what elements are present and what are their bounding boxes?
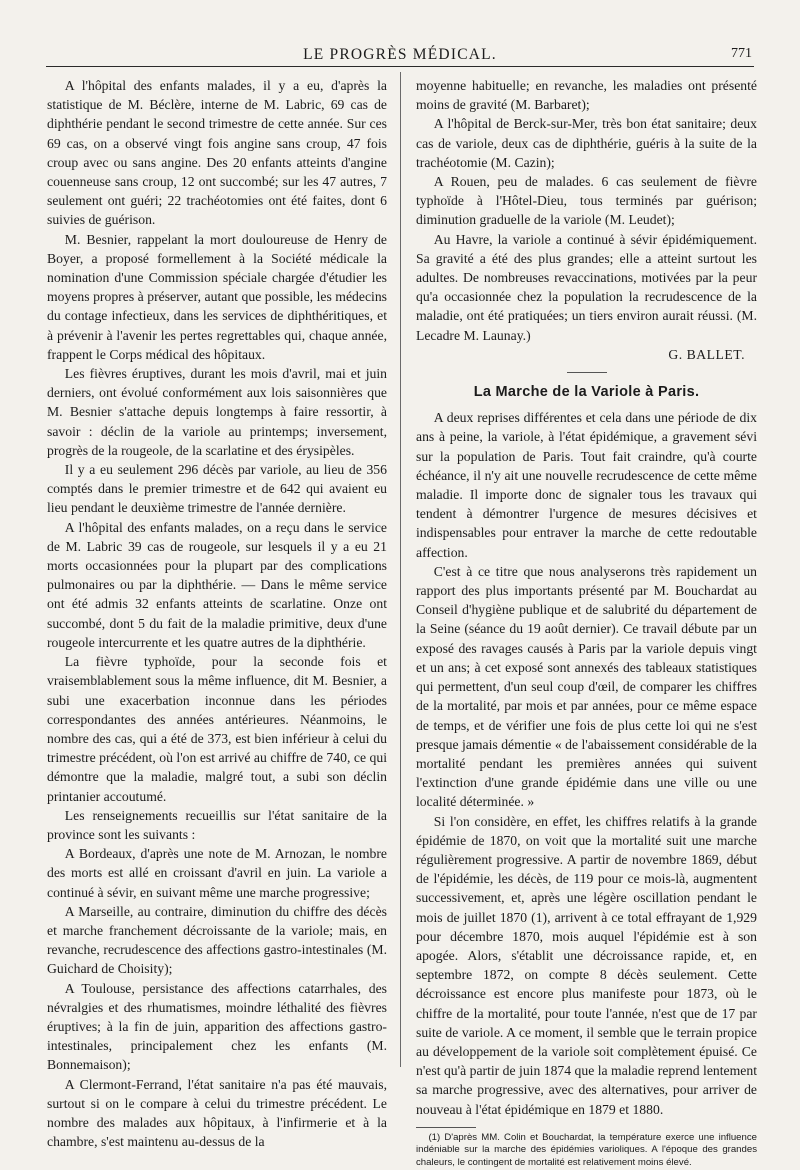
author-signature: G. BALLET. [668, 346, 745, 362]
paragraph: A Clermont-Ferrand, l'état sanitaire n'a pas été mauvais, surtout si on le compare à celui du trimestre précédent. Le nombre des malades aux hôpitaux, à l'infirmerie et à la chambre, s'est maintenu au-dessus de la [47, 1076, 387, 1150]
section-separator [567, 372, 607, 373]
paragraph: A Marseille, au contraire, diminution du chiffre des décès et marche franchement décroissante de la variole; mais, en revanche, recrudescence des affections gastro-intestinales (M. Guichard de Choisity); [47, 903, 387, 977]
paragraph: moyenne habituelle; en revanche, les maladies ont présenté moins de gravité (M. Barbaret); [416, 78, 757, 113]
paragraph: A Toulouse, persistance des affections catarrhales, des névralgies et des rhumatismes, moindre léthalité des fièvres éruptives; à la fin de juin, apparition des affections gastro-intestinales, principalement chez les enfants (M. Bonnemaison); [47, 980, 387, 1073]
running-header [0, 44, 800, 66]
paragraph: Les renseignements recueillis sur l'état sanitaire de la province sont les suivants : [47, 807, 387, 842]
page-number: 771 [731, 46, 752, 61]
paragraph: A Bordeaux, d'après une note de M. Arnozan, le nombre des morts est allé en croissant d'avril en juin. La variole a continué à sévir, en suivant même une marche progressive; [47, 846, 387, 900]
paragraph: A l'hôpital des enfants malades, il y a eu, d'après la statistique de M. Béclère, interne de M. Labric, 69 cas de diphthérie pendant le second trimestre de cette année. Sur ces 69 cas, on a observé vingt fois angine sans croup, 47 fois croup avec ou sans angine. Des 20 enfants atteints d'angine couenneuse sans croup, 12 ont succombé; sur les 47 autres, 7 seulement ont guéri; 22 trachéotomies ont été faites, dont 6 suivies de guérison. [47, 78, 387, 228]
paragraph: M. Besnier, rappelant la mort douloureuse de Henry de Boyer, a proposé formellement à la Société médicale la nomination d'une Commission spéciale chargée d'étudier les moyens propres à préserver, autant que possible, les médecins du contage infectieux, dans les services de diphthéritiques, et à prévenir à l'avenir les pertes regrettables qui, chaque année, frappent le Corps médical des hôpitaux. [47, 231, 387, 362]
journal-title: LE PROGRÈS MÉDICAL. [303, 46, 497, 63]
paragraph: Il y a eu seulement 296 décès par variole, au lieu de 356 comptés dans le premier trimestre et de 642 qui avaient eu lieu pendant le deuxième trimestre de l'année dernière. [47, 462, 387, 516]
column-divider [400, 72, 401, 1067]
right-column [416, 76, 757, 1170]
paragraph: A deux reprises différentes et cela dans une période de dix ans à peine, la variole, à l'état épidémique, a gravement sévi sur la population de Paris. Tout fait craindre, qu'à courte échéance, il n'y ait une nouvelle recrudescence de cette même maladie. Il importe donc de signaler tous les travaux qui tendent à démontrer l'urgence de mesures décisives et indispensables pour entraver la marche de cette redoutable affection. [416, 410, 757, 560]
header-rule [46, 66, 754, 67]
paragraph: Au Havre, la variole a continué à sévir épidémiquement. Sa gravité a été des plus grandes; elle a atteint surtout les adultes. De nombreuses revaccinations, motivées par la peur qu'a occasionnée chez la population la recrudescence de la maladie, ont été pratiquées; un tiers environ aurait réussi. (M. Lecadre M. Launay.) [416, 231, 757, 343]
paragraph: A Rouen, peu de malades. 6 cas seulement de fièvre typhoïde à l'Hôtel-Dieu, tous terminés par guérison; diminution graduelle de la variole (M. Leudet); [416, 174, 757, 228]
section-title: La Marche de la Variole à Paris. [473, 384, 700, 401]
paragraph: Les fièvres éruptives, durant les mois d'avril, mai et juin derniers, ont évolué conformément aux lois saisonnières que M. Besnier s'attache depuis longtemps à faire ressortir, à savoir : déclin de la variole au printemps; inversement, progrès de la rougeole, de la scarlatine et des érysipèles. [47, 366, 387, 458]
paragraph: A l'hôpital de Berck-sur-Mer, très bon état sanitaire; deux cas de variole, deux cas de diphthérie, guéris à la suite de la trachéotomie (M. Cazin); [416, 116, 757, 170]
paragraph: La fièvre typhoïde, pour la seconde fois et vraisemblablement sous la même influence, dit M. Besnier, a subi une exacerbation inconnue dans les périodes correspondantes des années antérieures. Néanmoins, le nombre des cas, qui a été de 373, est bien inférieur à celui du trimestre précédent, où l'on est arrivé au chiffre de 740, ce qui démontre que la maladie, malgré tout, a subi son déclin printanier accoutumé. [47, 654, 387, 804]
paragraph: A l'hôpital des enfants malades, on a reçu dans le service de M. Labric 39 cas de rougeole, sur lesquels il y a eu 21 morts occasionnées pour la plupart par des complications pulmonaires ou par la diphthérie. — Dans le même service ont été admis 32 enfants atteints de scarlatine. Onze ont succombé, dont 5 du fait de la maladie primitive, deux d'une rougeole intercurrente et les quatre autres de la diphthérie. [47, 519, 387, 650]
paragraph: Si l'on considère, en effet, les chiffres relatifs à la grande épidémie de 1870, on voit que la mortalité suit une marche régulièrement progressive. A partir de novembre 1869, début de l'épidémie, les décès, de 119 pour ce mois-là, augmentent successivement, et, après une légère oscillation pendant le mois de juillet 1870 (1), arrivent à ce total effrayant de 1,929 pour décembre 1870, mois auquel l'épidémie est à son apogée. Alors, s'établit une décroissance rapide, et, en septembre 1872, on compte 8 décès seulement. Cette décroissance est encore plus manifeste pour 1873, où le chiffre de la mortalité, pour toute l'année, n'est que de 17 par suite de variole. A ce moment, il semble que le terrain propice au développement de la variole soit complètement épuisé. Ce n'est qu'à partir de juin 1874 que la maladie reprend lentement sa marche progressive, avec des alternatives, pour arriver de nouveau à l'état épidémique en 1879 et 1880. [416, 813, 757, 1117]
paragraph: C'est à ce titre que nous analyserons très rapidement un rapport des plus importants présenté par M. Bouchardat au Conseil d'hygiène publique et de salubrité du département de la Seine (séance du 19 août dernier). Ce travail débute par un exposé des ravages causés à Paris par la variole depuis vingt et un ans; à cet exposé sont annexés des tableaux statistiques qui permettent, d'un seul coup d'œil, de comparer les chiffres de la mortalité, par mois et par années, pour ce même espace de temps, et de vérifier une fois de plus cette loi qui ne s'est presque jamais démentie « de l'abaissement considérable de la mortalité pendant les premières années qui suivent l'extinction d'une grande épidémie dans une ville ou une localité déterminée. » [416, 563, 757, 810]
footnote: (1) D'après MM. Colin et Bouchardat, la température exerce une influence indéniable sur la marche des épidémies varioliques. A l'époque des grandes chaleurs, le contingent de mortalité est relativement moins élevé. [416, 1131, 757, 1168]
left-column [47, 76, 387, 1151]
footnote-rule [416, 1127, 476, 1128]
